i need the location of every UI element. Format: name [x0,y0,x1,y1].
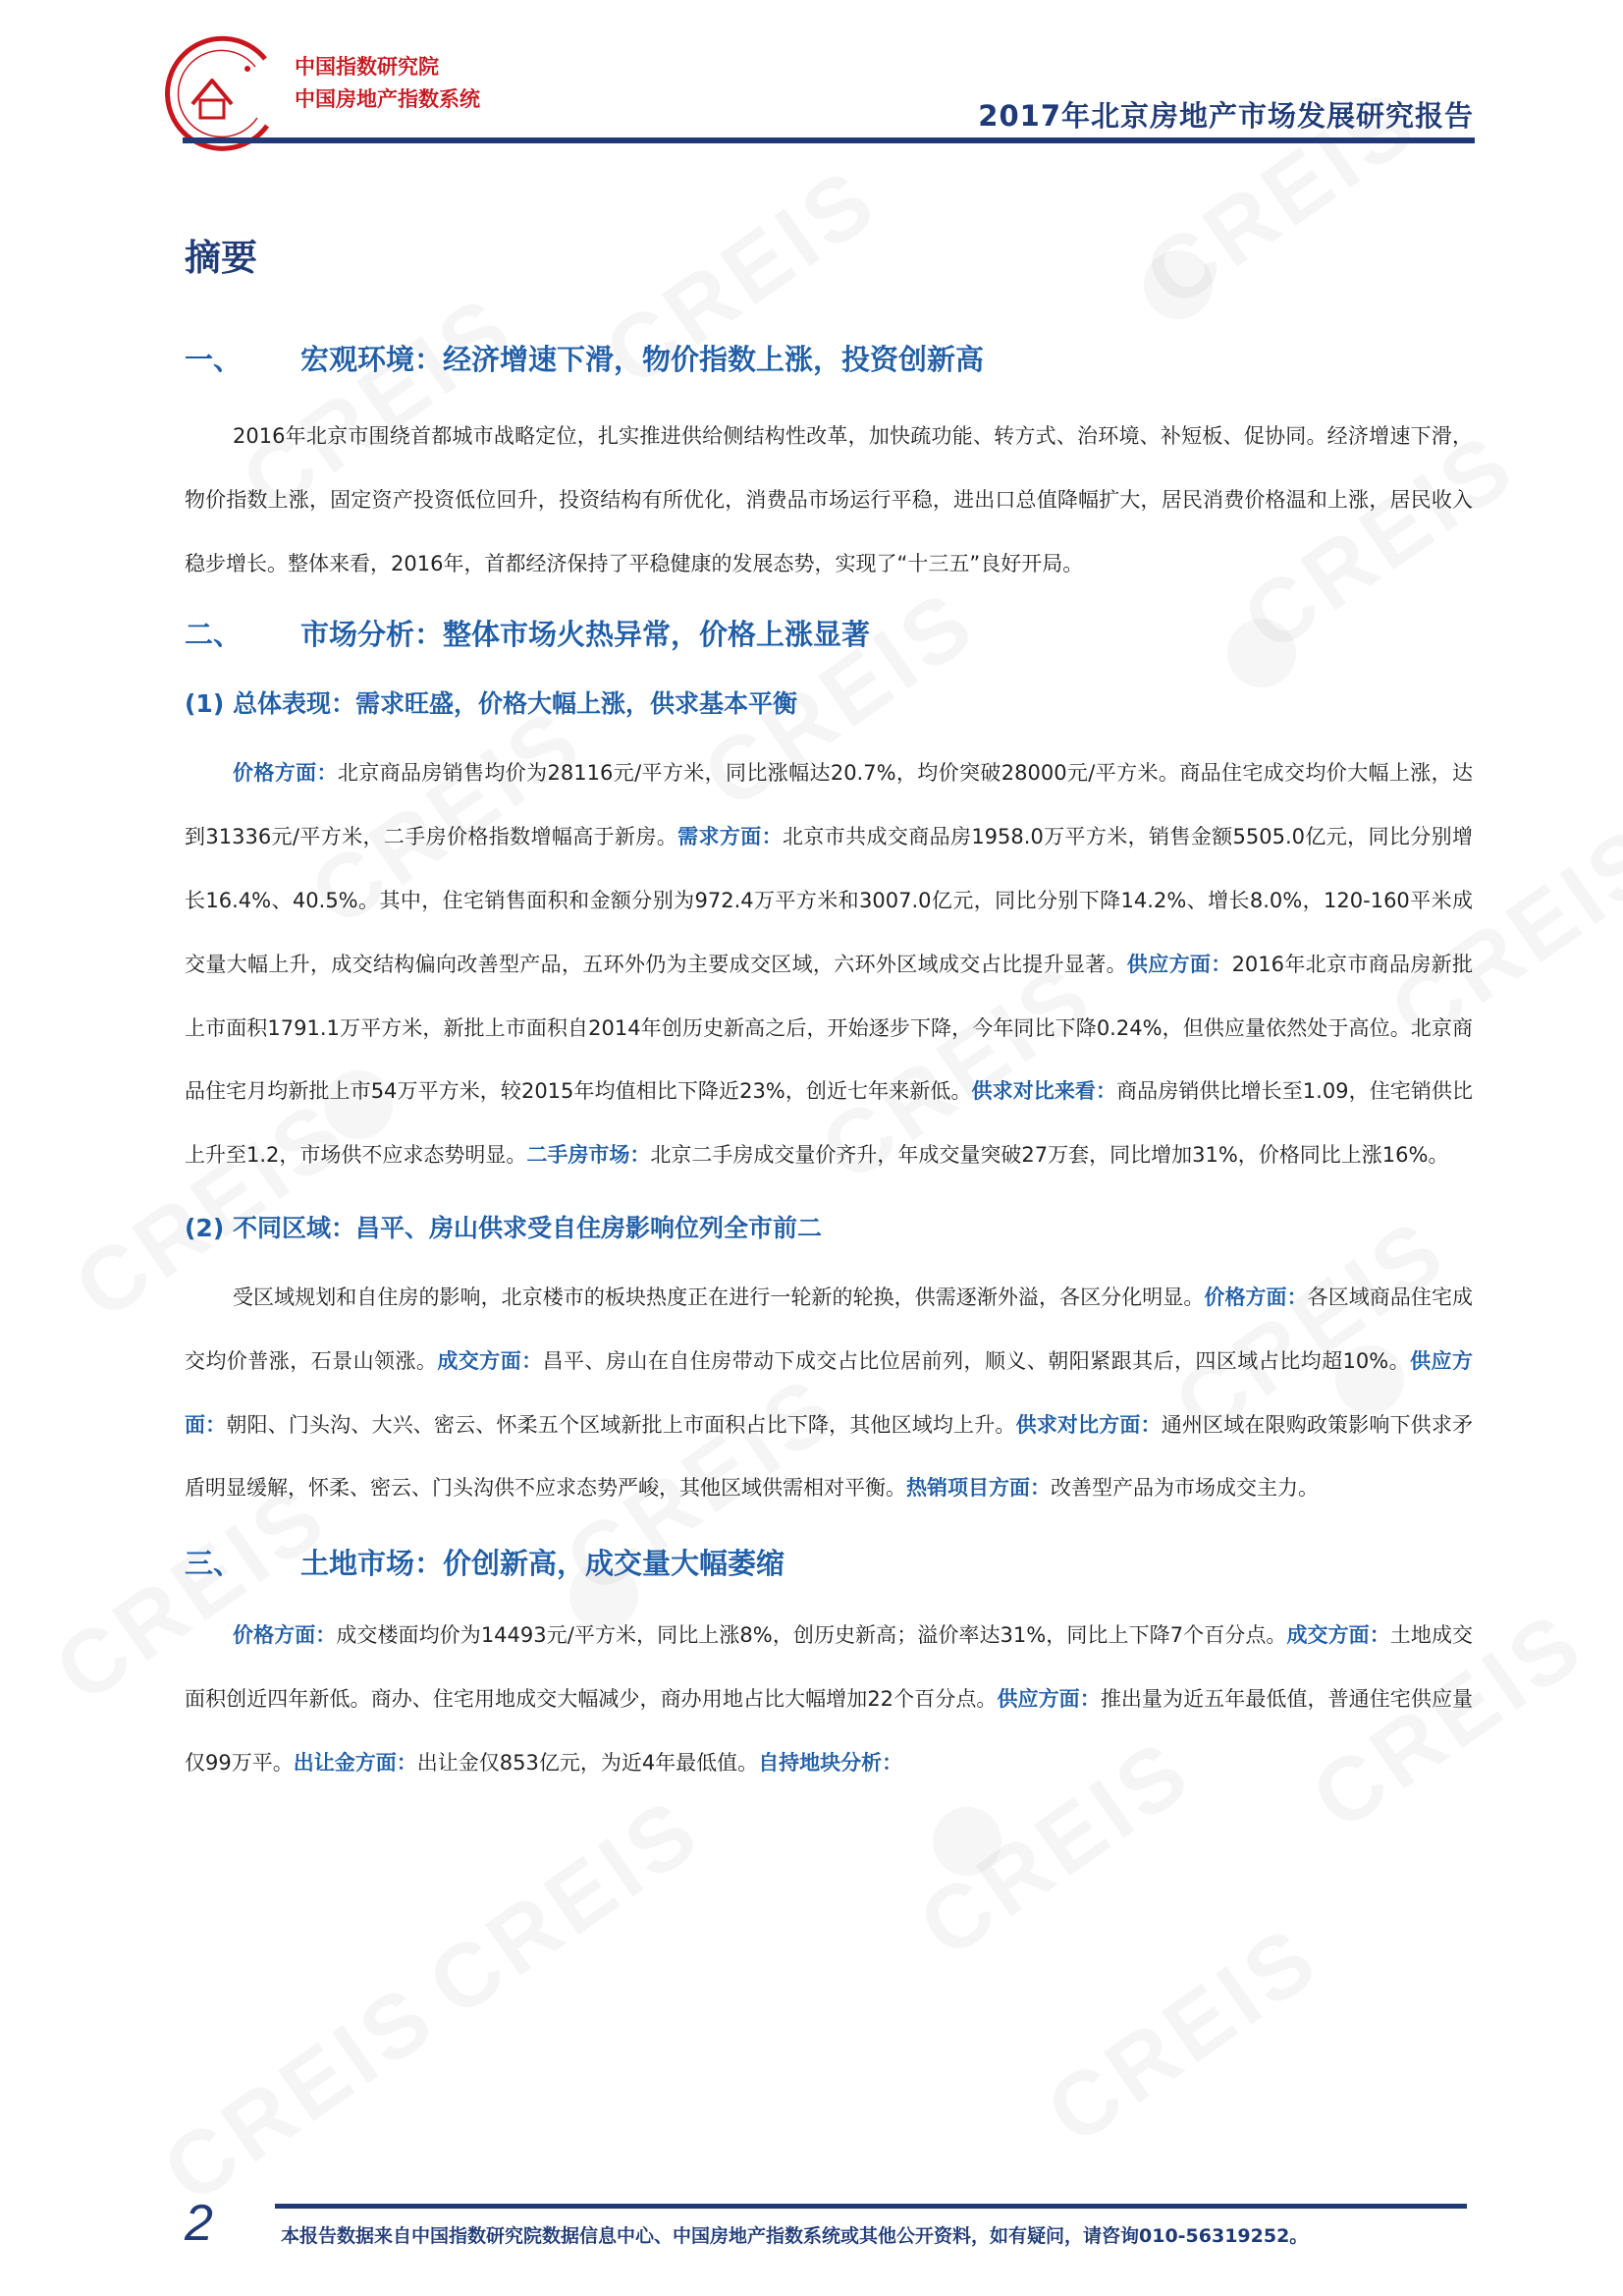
org-name-secondary: 中国房地产指数系统 [295,87,480,111]
keyword-label: 价格方面： [1204,1285,1308,1309]
keyword-label: 二手房市场： [526,1143,651,1168]
paragraph-text: 朝阳、门头沟、大兴、密云、怀柔五个区域新批上市面积占比下降，其他区域均上升。 [226,1412,1016,1437]
keyword-label: 供应方面： [185,1348,1474,1437]
section-heading [185,338,1473,378]
paragraph-text: 成交楼面均价为14493元/平方米，同比上涨8%，创历史新高；溢价率达31%，同比上下降7个百分点。 [336,1623,1287,1648]
page-number: 2 [185,2195,213,2252]
paragraph [185,741,1473,1187]
paragraph [185,1266,1473,1520]
keyword-label: 价格方面： [233,1623,337,1648]
header-divider [183,137,1475,143]
keyword-label: 供求对比来看： [971,1079,1117,1104]
section-heading [185,1542,1473,1582]
abstract-title: 摘要 [185,237,257,279]
paragraph-text: 通州区域在限购政策影响下供求矛盾明显缓解，怀柔、密云、门头沟供不应求态势严峻，其他区域供需相对平衡。 [185,1412,1474,1501]
footer-divider [275,2204,1467,2209]
watermark-text [1029,1905,1338,2164]
keyword-label: 出让金方面： [293,1750,417,1775]
paragraph-text: 各区域商品住宅成交均价普涨，石景山领涨。 [185,1285,1474,1373]
paragraph-text: 北京二手房成交量价齐升，年成交量突破27万套，同比增加31%，价格同比上涨16%。 [650,1143,1449,1168]
paragraph-text: 受区域规划和自住房的影响，北京楼市的板块热度正在进行一轮新的轮换，供需逐渐外溢，各区分化明显。 [233,1285,1205,1309]
org-name-primary: 中国指数研究院 [295,55,439,79]
paragraph-text: 出让金仅853亿元，为近4年最低值。 [416,1750,759,1775]
organization-names [295,51,480,116]
footer-note: 本报告数据来自中国指数研究院数据信息中心、中国房地产指数系统或其他公开资料，如有疑问，请咨询010-56319252。 [281,2225,1309,2247]
watermark-text [410,1777,720,2037]
section-title: 市场分析：整体市场火热异常，价格上涨显著 [300,618,871,652]
keyword-label: 供求对比方面： [1015,1412,1162,1437]
subsection-heading: (1) 总体表现：需求旺盛，价格大幅上涨，供求基本平衡 [185,689,797,719]
section-number: 一、 [185,343,243,376]
paragraph-text: 商品房销供比增长至1.09，住宅销供比上升至1.2，市场供不应求态势明显。 [185,1079,1474,1168]
keyword-label: 供应方面： [997,1686,1101,1711]
paragraph-text: 北京商品房销售均价为28116元/平方米，同比涨幅达20.7%，均价突破28000元/平方米。商品住宅成交均价大幅上涨，达到31336元/平方米，二手房价格指数增幅高于新房。 [185,761,1473,849]
report-title: 2017年北京房地产市场发展研究报告 [978,99,1474,133]
keyword-label: 热销项目方面： [906,1476,1051,1501]
paragraph [185,405,1473,595]
paragraph-text: 推出量为近五年最低值，普通住宅供应量仅99万平。 [185,1686,1474,1775]
keyword-label: 成交方面： [1286,1623,1390,1648]
paragraph-text: 北京市共成交商品房1958.0万平方米，销售金额5505.0亿元，同比分别增长16.4%、40.5%。其中，住宅销售面积和金额分别为972.4万平方米和3007.0亿元，同比分别下降14.2%、增长8.0%，120-160平米成交量大幅上升，成交结构偏向改善型产品，五环外仍为主要成交区域，六环外区域成交占比提升显著。 [185,825,1473,976]
paragraph-text: 2016年北京市商品房新批上市面积1791.1万平方米，新批上市面积自2014年创历史新高之后，开始逐步下降，今年同比下降0.24%，但供应量依然处于高位。北京商品住宅月均新批上市54万平方米，较2015年均值相比下降近23%，创近七年来新低。 [185,952,1473,1104]
china-index-academy-seal-icon [149,29,283,155]
paragraph-text: 改善型产品为市场成交主力。 [1051,1476,1319,1501]
watermark-text [145,1964,455,2223]
keyword-label: 需求方面： [677,825,783,849]
section-title: 宏观环境：经济增速下滑，物价指数上涨，投资创新高 [300,343,985,376]
keyword-label: 供应方面： [1126,952,1232,976]
paragraph [185,1604,1473,1794]
section-heading [185,613,1473,653]
keyword-label: 自持地块分析： [758,1750,903,1775]
paragraph-text: 2016年北京市围绕首都城市战略定位，扎实推进供给侧结构性改革，加快疏功能、转方式、治环境、补短板、促协同。经济增速下滑，物价指数上涨，固定资产投资低位回升，投资结构有所优化，消费品市场运行平稳，进出口总值降幅扩大，居民消费价格温和上涨，居民收入稳步增长。整体来看，2016年，首都经济保持了平稳健康的发展态势，实现了“十三五”良好开局。 [185,424,1473,575]
document-body [185,228,1473,1795]
keyword-label: 成交方面： [437,1348,543,1373]
subsection-heading: (2) 不同区域：昌平、房山供求受自住房影响位列全市前二 [185,1213,822,1242]
section-number: 二、 [185,618,243,652]
paragraph-text: 土地成交面积创近四年新低。商办、住宅用地成交大幅减少，商办用地占比大幅增加22个百分点。 [185,1623,1474,1711]
section-number: 三、 [185,1547,243,1581]
section-title: 土地市场：价创新高，成交量大幅萎缩 [300,1547,785,1581]
keyword-label: 价格方面： [233,761,338,786]
watermark-disc [933,1807,1001,1876]
paragraph-text: 昌平、房山在自住房带动下成交占比位居前列，顺义、朝阳紧跟其后，四区域占比均超10%。 [542,1348,1411,1373]
